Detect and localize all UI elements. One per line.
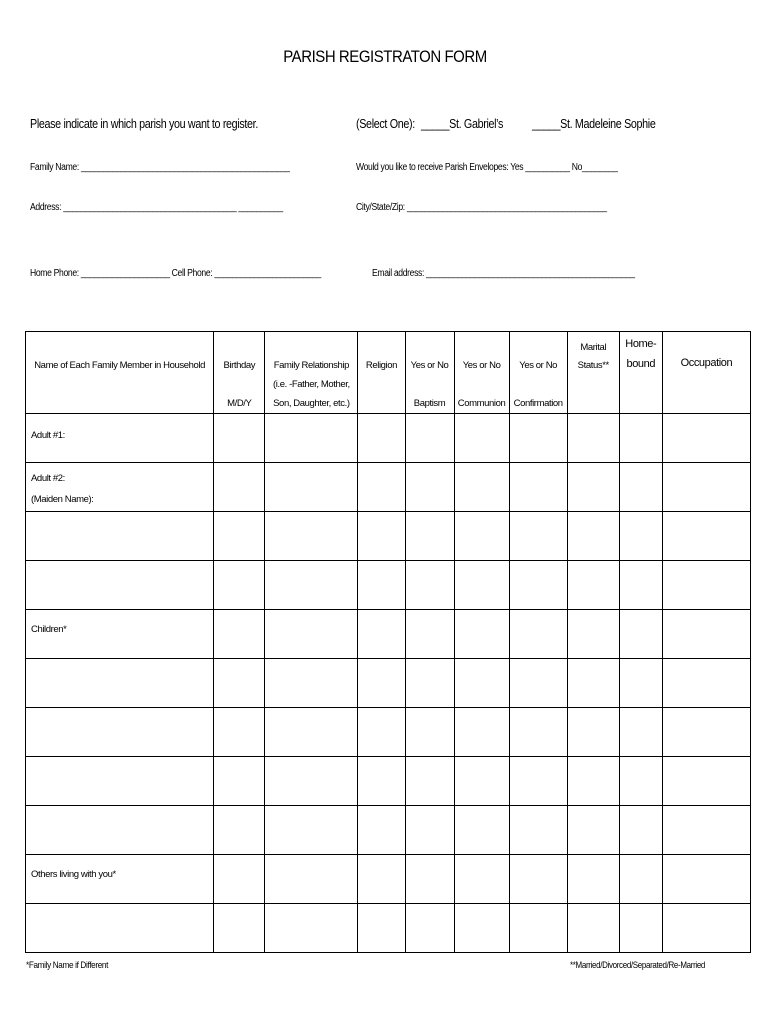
- table-row: [26, 904, 751, 953]
- entry-cell[interactable]: [214, 708, 265, 757]
- entry-cell[interactable]: [405, 904, 454, 953]
- entry-cell[interactable]: [509, 463, 567, 512]
- city-state-zip-field[interactable]: City/State/Zip: _____________________________________________: [356, 202, 607, 213]
- entry-cell[interactable]: [214, 414, 265, 463]
- entry-cell[interactable]: [662, 463, 750, 512]
- entry-cell[interactable]: [405, 806, 454, 855]
- member-name-cell[interactable]: [26, 904, 214, 953]
- entry-cell[interactable]: [405, 708, 454, 757]
- table-row: [26, 414, 751, 463]
- envelopes-field[interactable]: Would you like to receive Parish Envelopes: Yes __________ No________: [356, 162, 618, 173]
- entry-cell[interactable]: [454, 463, 509, 512]
- entry-cell[interactable]: [358, 708, 405, 757]
- entry-cell[interactable]: [567, 561, 619, 610]
- entry-cell[interactable]: [265, 561, 358, 610]
- row-label: Adult #1:: [31, 430, 65, 441]
- entry-cell[interactable]: [662, 414, 750, 463]
- header-occupation: Occupation: [662, 332, 750, 414]
- entry-cell[interactable]: [619, 855, 662, 904]
- member-name-cell[interactable]: [26, 610, 214, 659]
- entry-cell[interactable]: [509, 806, 567, 855]
- header-religion: Religion: [358, 332, 405, 414]
- entry-cell[interactable]: [509, 659, 567, 708]
- member-name-cell[interactable]: [26, 463, 214, 512]
- entry-cell[interactable]: [662, 659, 750, 708]
- entry-cell[interactable]: [214, 806, 265, 855]
- entry-cell[interactable]: [265, 414, 358, 463]
- table-row: [26, 757, 751, 806]
- entry-cell[interactable]: [358, 561, 405, 610]
- entry-cell[interactable]: [662, 904, 750, 953]
- entry-cell[interactable]: [214, 659, 265, 708]
- entry-cell[interactable]: [214, 757, 265, 806]
- entry-cell[interactable]: [567, 414, 619, 463]
- entry-cell[interactable]: [509, 561, 567, 610]
- header-name: Name of Each Family Member in Household: [26, 332, 214, 414]
- entry-cell[interactable]: [567, 904, 619, 953]
- entry-cell[interactable]: [265, 512, 358, 561]
- address-field[interactable]: Address: _______________________________________ __________: [30, 202, 283, 213]
- entry-cell[interactable]: [619, 561, 662, 610]
- entry-cell[interactable]: [265, 708, 358, 757]
- entry-cell[interactable]: [567, 757, 619, 806]
- entry-cell[interactable]: [405, 512, 454, 561]
- entry-cell[interactable]: [405, 757, 454, 806]
- entry-cell[interactable]: [454, 904, 509, 953]
- parish-option-st-gabriels[interactable]: _____St. Gabriel’s: [421, 117, 504, 131]
- entry-cell[interactable]: [358, 806, 405, 855]
- entry-cell[interactable]: [619, 610, 662, 659]
- parish-prompt: Please indicate in which parish you want to register.: [30, 117, 258, 131]
- entry-cell[interactable]: [567, 708, 619, 757]
- entry-cell[interactable]: [358, 512, 405, 561]
- entry-cell[interactable]: [567, 659, 619, 708]
- entry-cell[interactable]: [619, 904, 662, 953]
- entry-cell[interactable]: [214, 610, 265, 659]
- entry-cell[interactable]: [405, 561, 454, 610]
- header-communion: Yes or No Communion: [454, 332, 509, 414]
- row-label: Children*: [31, 624, 67, 635]
- entry-cell[interactable]: [405, 463, 454, 512]
- table-row: [26, 610, 751, 659]
- table-row: [26, 659, 751, 708]
- entry-cell[interactable]: [454, 659, 509, 708]
- entry-cell[interactable]: [214, 904, 265, 953]
- phone-fields[interactable]: Home Phone: ____________________ Cell Phone: ________________________: [30, 268, 321, 279]
- entry-cell[interactable]: [619, 757, 662, 806]
- form-title: PARISH REGISTRATON FORM: [283, 47, 487, 66]
- header-marital-status: Marital Status**: [567, 332, 619, 414]
- entry-cell[interactable]: [454, 610, 509, 659]
- entry-cell[interactable]: [454, 561, 509, 610]
- parish-option-st-madeleine-sophie[interactable]: _____St. Madeleine Sophie: [532, 117, 656, 131]
- entry-cell[interactable]: [662, 512, 750, 561]
- row-label: Others living with you*: [31, 869, 116, 880]
- entry-cell[interactable]: [214, 855, 265, 904]
- entry-cell[interactable]: [662, 561, 750, 610]
- entry-cell[interactable]: [567, 855, 619, 904]
- member-name-cell[interactable]: [26, 806, 214, 855]
- entry-cell[interactable]: [509, 610, 567, 659]
- header-birthday: Birthday M/D/Y: [214, 332, 265, 414]
- entry-cell[interactable]: [509, 904, 567, 953]
- entry-cell[interactable]: [662, 806, 750, 855]
- entry-cell[interactable]: [358, 659, 405, 708]
- entry-cell[interactable]: [358, 610, 405, 659]
- entry-cell[interactable]: [454, 855, 509, 904]
- entry-cell[interactable]: [567, 463, 619, 512]
- entry-cell[interactable]: [214, 561, 265, 610]
- entry-cell[interactable]: [454, 708, 509, 757]
- entry-cell[interactable]: [619, 806, 662, 855]
- entry-cell[interactable]: [509, 512, 567, 561]
- header-confirmation: Yes or No Confirmation: [509, 332, 567, 414]
- family-name-field[interactable]: Family Name: _______________________________________________: [30, 162, 290, 173]
- parish-select-label: (Select One):: [356, 117, 415, 131]
- entry-cell[interactable]: [454, 414, 509, 463]
- entry-cell[interactable]: [454, 512, 509, 561]
- entry-cell[interactable]: [662, 757, 750, 806]
- entry-cell[interactable]: [509, 757, 567, 806]
- table-row: [26, 561, 751, 610]
- family-members-table: [25, 331, 751, 953]
- entry-cell[interactable]: [358, 855, 405, 904]
- member-name-cell[interactable]: [26, 757, 214, 806]
- entry-cell[interactable]: [358, 414, 405, 463]
- row-sublabel: (Maiden Name):: [31, 494, 94, 505]
- entry-cell[interactable]: [405, 659, 454, 708]
- entry-cell[interactable]: [509, 708, 567, 757]
- footnote-marital-status: **Married/Divorced/Separated/Re-Married: [570, 960, 706, 971]
- entry-cell[interactable]: [619, 708, 662, 757]
- member-name-cell[interactable]: [26, 512, 214, 561]
- entry-cell[interactable]: [265, 806, 358, 855]
- entry-cell[interactable]: [214, 512, 265, 561]
- entry-cell[interactable]: [567, 512, 619, 561]
- entry-cell[interactable]: [509, 414, 567, 463]
- entry-cell[interactable]: [358, 757, 405, 806]
- entry-cell[interactable]: [662, 610, 750, 659]
- entry-cell[interactable]: [265, 757, 358, 806]
- email-field[interactable]: Email address: _______________________________________________: [372, 268, 635, 279]
- entry-cell[interactable]: [265, 610, 358, 659]
- table-row: [26, 463, 751, 512]
- row-label: Adult #2:: [31, 473, 65, 484]
- entry-cell[interactable]: [405, 855, 454, 904]
- entry-cell[interactable]: [214, 463, 265, 512]
- entry-cell[interactable]: [265, 463, 358, 512]
- entry-cell[interactable]: [567, 806, 619, 855]
- member-name-cell[interactable]: [26, 855, 214, 904]
- entry-cell[interactable]: [619, 512, 662, 561]
- entry-cell[interactable]: [619, 414, 662, 463]
- entry-cell[interactable]: [662, 708, 750, 757]
- entry-cell[interactable]: [405, 414, 454, 463]
- header-baptism: Yes or No Baptism: [405, 332, 454, 414]
- entry-cell[interactable]: [509, 855, 567, 904]
- entry-cell[interactable]: [454, 757, 509, 806]
- entry-cell[interactable]: [454, 806, 509, 855]
- member-name-cell[interactable]: [26, 708, 214, 757]
- entry-cell[interactable]: [619, 659, 662, 708]
- entry-cell[interactable]: [358, 463, 405, 512]
- table-row: [26, 708, 751, 757]
- table-row: [26, 512, 751, 561]
- header-homebound: Home- bound: [619, 332, 662, 414]
- entry-cell[interactable]: [567, 610, 619, 659]
- entry-cell[interactable]: [405, 610, 454, 659]
- member-name-cell[interactable]: [26, 659, 214, 708]
- entry-cell[interactable]: [265, 904, 358, 953]
- entry-cell[interactable]: [619, 463, 662, 512]
- entry-cell[interactable]: [358, 904, 405, 953]
- member-name-cell[interactable]: [26, 414, 214, 463]
- table-header-row: [26, 332, 751, 414]
- table-row: [26, 806, 751, 855]
- member-name-cell[interactable]: [26, 561, 214, 610]
- footnote-family-name: *Family Name if Different: [26, 960, 109, 971]
- entry-cell[interactable]: [265, 659, 358, 708]
- header-relationship: Family Relationship (i.e. -Father, Mother, Son, Daughter, etc.): [265, 332, 358, 414]
- table-row: [26, 855, 751, 904]
- entry-cell[interactable]: [265, 855, 358, 904]
- entry-cell[interactable]: [662, 855, 750, 904]
